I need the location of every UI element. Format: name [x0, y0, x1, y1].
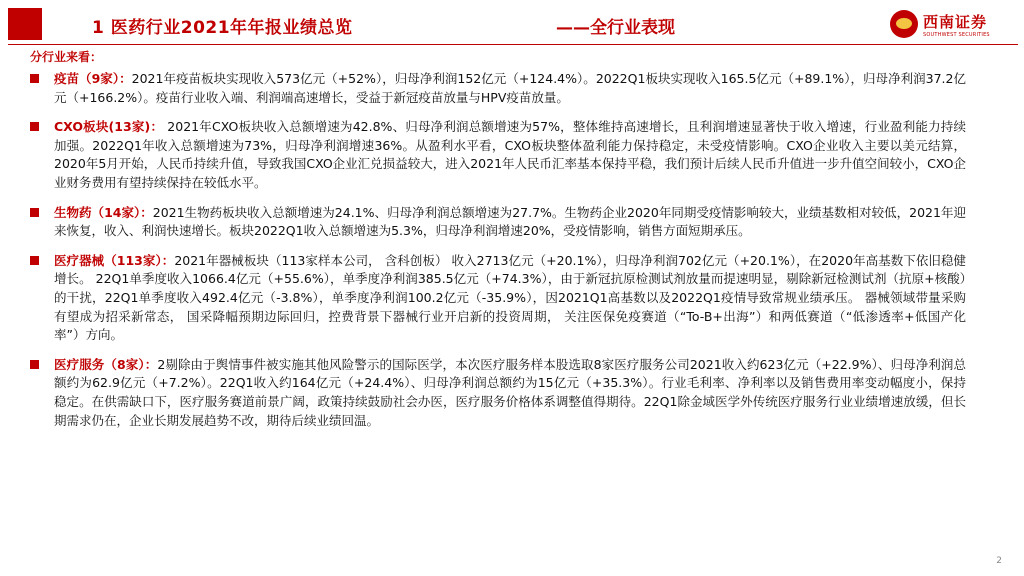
paragraph-text: 2021生物药板块收入总额增速为24.1%、归母净利润总额增速为27.7%。生物药企业2020年同期受疫情影响较大，业绩基数相对较低，2021年迎来恢复，收入、利润快速增长。板块2022Q1收入总额增速为5.3%，归母净利润增速20%，受疫情影响，销售方面短期承压。 [54, 204, 966, 239]
paragraph-medical-devices [30, 252, 966, 345]
paragraph-vaccine [30, 70, 966, 107]
bullet-square-icon [30, 208, 39, 217]
paragraph-heading: 生物药（14家）： [54, 204, 153, 220]
bullet-square-icon [30, 360, 39, 369]
paragraph-text: 2剔除由于舆情事件被实施其他风险警示的国际医学，本次医疗服务样本股选取8家医疗服务公司2021收入约623亿元（+22.9%）、归母净利润总额约为62.9亿元（+7.2%）。22Q1收入约164亿元（+24.4%）、归母净利润总额约为15亿元（+35.3%）。行业毛利率、净利率以及销售费用率变动幅度小，保持稳定。在供需缺口下，医疗服务赛道前景广阔，政策持续鼓励社会办医，医疗服务价格体系调整值得期待。22Q1除金域医学外传统医疗服务行业业绩增速放缓，但长期需求仍在，企业长期发展趋势不改，期待后续业绩回温。 [54, 356, 966, 428]
paragraph-heading: 医疗器械（113家）： [54, 252, 175, 268]
paragraph-heading: 疫苗（9家）： [54, 71, 132, 86]
header-divider [8, 44, 1018, 45]
brand-logo [890, 8, 1018, 44]
paragraph-text: 2021年器械板块（113家样本公司， 含科创板） 收入2713亿元（+20.1%），归母净利润702亿元（+20.1%），在2020年高基数下依旧稳健增长。 22Q1单季度收入1066.4亿元（+55.6%），单季度净利润385.5亿元（+74.3%），由于新冠抗原检测试剂放量而提速明显，剔除新冠检测试剂（抗原+核酸）的干扰，22Q1单季度收入492.4亿元（-3.8%），单季度净利润100.2亿元（-35.9%），因2021Q1高基数以及2022Q1疫情导致常规业绩承压。 器械领域带量采购有望成为招采新常态， 国采降幅预期边际回归，控费背景下器械行业开启新的投资周期， 关注医保免疫赛道（“To-B+出海”）和两低赛道（“低渗透率+低国产化率”）方向。 [54, 252, 967, 343]
paragraph-heading: CXO板块(13家)： [54, 119, 164, 135]
section-heading: 分行业来看： [30, 50, 103, 64]
paragraph-cxo [30, 118, 966, 192]
page-number: 2 [996, 556, 1002, 566]
bullet-square-icon [30, 74, 39, 83]
bullet-square-icon [30, 122, 39, 131]
header-accent-block [8, 8, 42, 40]
page-title: 1 医药行业2021年年报业绩总览 [92, 18, 353, 38]
paragraph-text: 2021年疫苗板块实现收入573亿元（+52%），归母净利润152亿元（+124.4%）。2022Q1板块实现收入165.5亿元（+89.1%），归母净利润37.2亿元（+166.2%）。疫苗行业收入端、利润端高速增长，受益于新冠疫苗放量与HPV疫苗放量。 [54, 71, 967, 105]
paragraph-medical-services [30, 356, 966, 430]
logo-text: 西南证券 [923, 13, 988, 31]
logo-subtext: SOUTHWEST SECURITIES [923, 32, 990, 38]
paragraph-biologics [30, 204, 966, 241]
bullet-square-icon [30, 256, 39, 265]
content-body [30, 70, 966, 441]
paragraph-heading: 医疗服务（8家）： [54, 356, 158, 372]
page-subtitle: ——全行业表现 [556, 18, 675, 38]
paragraph-text: 2021年CXO板块收入总额增速为42.8%、归母净利润总额增速为57%，整体维持高速增长，且利润增速显著快于收入增速，行业盈利能力持续加强。2022Q1年收入总额增速为73%，归母净利润增速36%。从盈利水平看，CXO板块整体盈利能力保持稳定，未受疫情影响。CXO企业收入主要以美元结算，2020年5月开始，人民币持续升值，导致我国CXO企业汇兑损益较大，进入2021年人民币汇率基本保持平稳，我们预计后续人民币升值进一步升值空间较小，CXO企业财务费用有望持续保持在较低水平。 [54, 119, 966, 190]
logo-emblem-icon [890, 10, 918, 38]
